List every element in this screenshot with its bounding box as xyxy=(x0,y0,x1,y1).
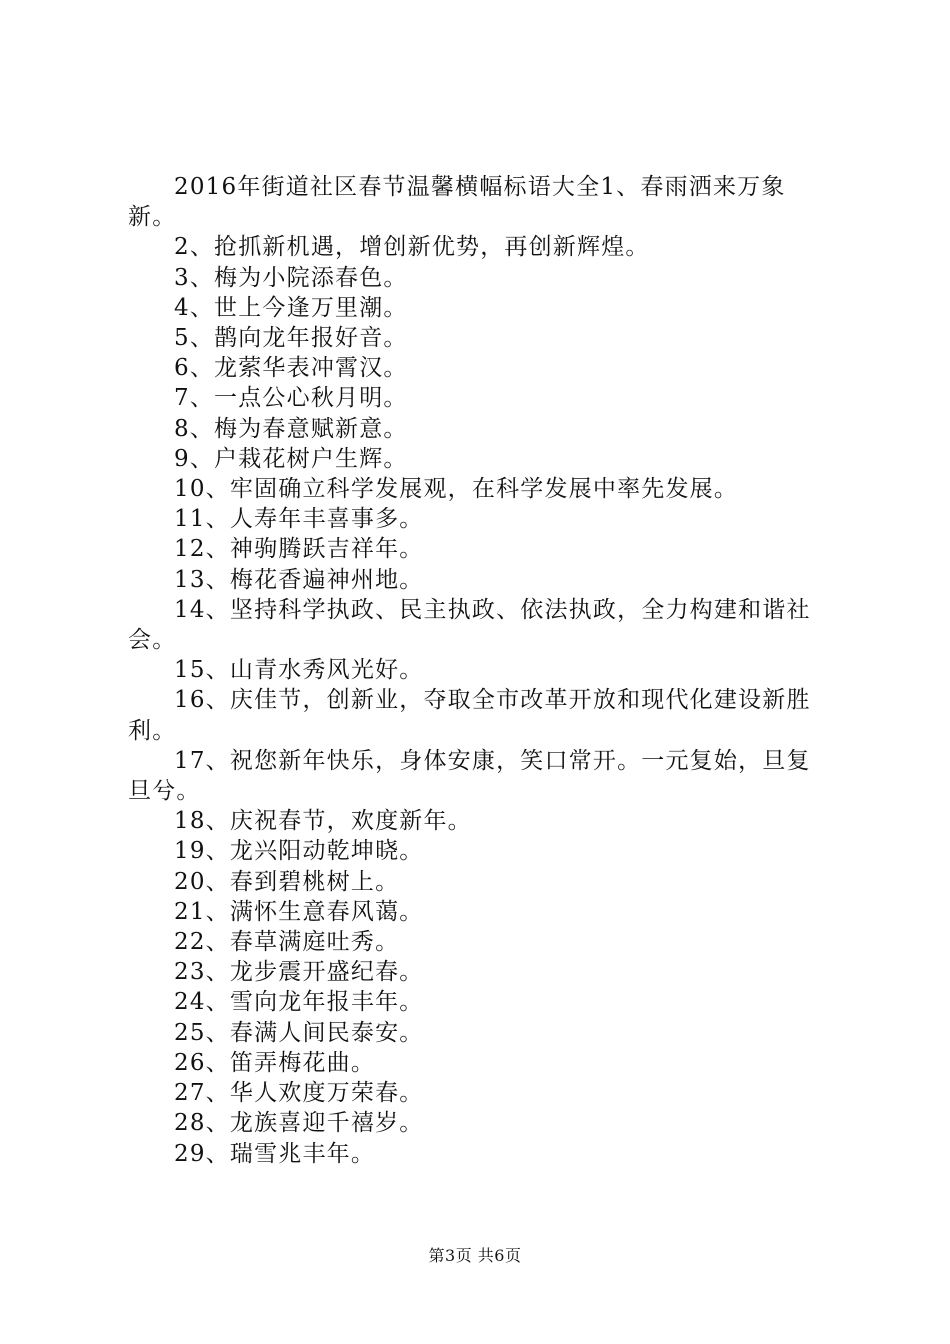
paragraph: 22、春草满庭吐秀。 xyxy=(174,929,400,956)
paragraph: 3、梅为小院添春色。 xyxy=(174,264,408,291)
paragraph: 21、满怀生意春风蔼。 xyxy=(174,898,424,925)
paragraph: 13、梅花香遍神州地。 xyxy=(174,566,424,593)
paragraph: 26、笛弄梅花曲。 xyxy=(174,1049,376,1076)
paragraph: 19、龙兴阳动乾坤晓。 xyxy=(174,838,424,865)
paragraph: 17、祝您新年快乐，身体安康，笑口常开。一元复始，旦复旦兮。 xyxy=(128,747,811,805)
paragraph: 11、人寿年丰喜事多。 xyxy=(174,506,424,533)
paragraph: 12、神驹腾跃吉祥年。 xyxy=(174,536,424,563)
document-body xyxy=(128,172,832,1169)
paragraph: 2、抢抓新机遇，增创新优势，再创新辉煌。 xyxy=(174,234,650,261)
paragraph: 15、山青水秀风光好。 xyxy=(174,657,424,684)
paragraph: 10、牢固确立科学发展观，在科学发展中率先发展。 xyxy=(174,476,739,503)
paragraph: 14、坚持科学执政、民主执政、依法执政，全力构建和谐社会。 xyxy=(128,596,811,654)
paragraph: 8、梅为春意赋新意。 xyxy=(174,415,408,442)
paragraph: 27、华人欢度万荣春。 xyxy=(174,1080,424,1107)
paragraph: 2016年街道社区春节温馨横幅标语大全1、春雨洒来万象新。 xyxy=(128,174,786,231)
page-footer: 第3页 共6页 xyxy=(428,1246,522,1265)
paragraph: 23、龙步震开盛纪春。 xyxy=(174,959,424,986)
paragraph: 7、一点公心秋月明。 xyxy=(174,385,408,412)
paragraph: 20、春到碧桃树上。 xyxy=(174,868,400,895)
paragraph: 5、鹊向龙年报好音。 xyxy=(174,325,408,352)
paragraph: 18、庆祝春节，欢度新年。 xyxy=(174,808,472,835)
paragraph: 29、瑞雪兆丰年。 xyxy=(174,1140,376,1167)
paragraph: 9、户栽花树户生辉。 xyxy=(174,445,408,472)
paragraph: 6、龙萦华表冲霄汉。 xyxy=(174,355,408,382)
paragraph: 24、雪向龙年报丰年。 xyxy=(174,989,424,1016)
paragraph: 28、龙族喜迎千禧岁。 xyxy=(174,1110,424,1137)
paragraph: 16、庆佳节，创新业，夺取全市改革开放和现代化建设新胜利。 xyxy=(128,687,811,744)
paragraph: 25、春满人间民泰安。 xyxy=(174,1019,424,1046)
paragraph: 4、世上今逢万里潮。 xyxy=(174,294,408,321)
